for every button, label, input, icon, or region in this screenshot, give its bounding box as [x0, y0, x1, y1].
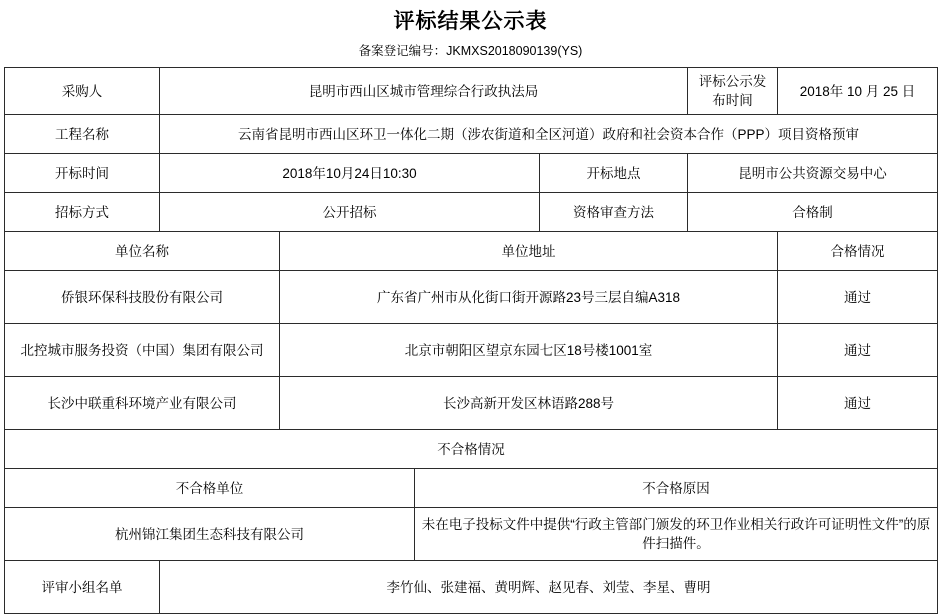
document-page [0, 8, 941, 595]
table-row [5, 193, 938, 232]
table-row [5, 377, 938, 430]
publish-time-value: 2018年 10 月 25 日 [778, 68, 938, 115]
registration-number: 备案登记编号：JKMXS2018090139(YS) [358, 44, 583, 58]
unit-address: 北京市朝阳区望京东园七区18号楼1001室 [280, 324, 778, 377]
project-label: 工程名称 [5, 115, 160, 154]
unqualified-section-title: 不合格情况 [5, 430, 938, 469]
table-section-row [5, 430, 938, 469]
unit-status: 通过 [778, 271, 938, 324]
unqualified-unit-name: 杭州锦江集团生态科技有限公司 [5, 508, 415, 561]
purchaser-value: 昆明市西山区城市管理综合行政执法局 [160, 68, 688, 115]
bid-open-time-value: 2018年10月24日10:30 [160, 154, 540, 193]
purchaser-label: 采购人 [5, 68, 160, 115]
table-row [5, 154, 938, 193]
table-row [5, 115, 938, 154]
unit-status: 通过 [778, 377, 938, 430]
unit-status: 通过 [778, 324, 938, 377]
column-header-unqualified-reason: 不合格原因 [415, 469, 938, 508]
bid-method-value: 公开招标 [160, 193, 540, 232]
unit-name: 北控城市服务投资（中国）集团有限公司 [5, 324, 280, 377]
bid-open-place-value: 昆明市公共资源交易中心 [688, 154, 938, 193]
column-header-unit-name: 单位名称 [5, 232, 280, 271]
unqualified-reason: 未在电子投标文件中提供“行政主管部门颁发的环卫作业相关行政许可证明性文件”的原件扫描件。 [415, 508, 938, 561]
table-row [5, 324, 938, 377]
page-title: 评标结果公示表 [393, 10, 548, 33]
bid-open-place-label: 开标地点 [540, 154, 688, 193]
unit-name: 长沙中联重科环境产业有限公司 [5, 377, 280, 430]
column-header-unit-address: 单位地址 [280, 232, 778, 271]
table-row [5, 68, 938, 115]
table-header-row [5, 232, 938, 271]
publish-time-label: 评标公示发布时间 [688, 68, 778, 115]
unit-address: 广东省广州市从化街口街开源路23号三层自编A318 [280, 271, 778, 324]
unit-name: 侨银环保科技股份有限公司 [5, 271, 280, 324]
committee-label: 评审小组名单 [5, 561, 160, 614]
bid-open-time-label: 开标时间 [5, 154, 160, 193]
committee-value: 李竹仙、张建福、黄明辉、赵见春、刘莹、李星、曹明 [160, 561, 938, 614]
table-row [5, 508, 938, 561]
bid-method-label: 招标方式 [5, 193, 160, 232]
table-row [5, 561, 938, 614]
table-row [5, 271, 938, 324]
column-header-qualified-status: 合格情况 [778, 232, 938, 271]
bid-result-table [4, 67, 938, 614]
column-header-unqualified-unit: 不合格单位 [5, 469, 415, 508]
unit-address: 长沙高新开发区林语路288号 [280, 377, 778, 430]
qualification-method-value: 合格制 [688, 193, 938, 232]
qualification-method-label: 资格审查方法 [540, 193, 688, 232]
project-value: 云南省昆明市西山区环卫一体化二期（涉农街道和全区河道）政府和社会资本合作（PPP）项目资格预审 [160, 115, 938, 154]
